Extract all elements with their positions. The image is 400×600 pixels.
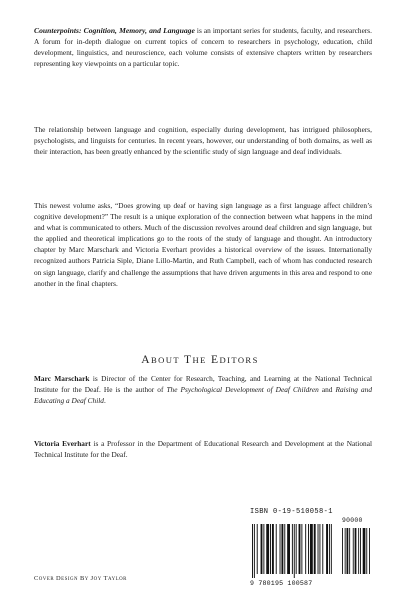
barcode-bar <box>280 524 281 574</box>
barcode-bar <box>308 524 309 574</box>
barcode-bar <box>318 524 319 574</box>
barcode-bar <box>261 524 263 574</box>
barcode-bar <box>266 524 269 574</box>
editor-bio-everhart <box>34 438 372 460</box>
isbn-number: ISBN 0-19-510058-1 <box>250 508 333 516</box>
editor-name-everhart: Victoria Everhart <box>34 439 91 448</box>
editor-bio-marschark <box>34 373 372 406</box>
barcode-bar <box>263 524 264 574</box>
barcode-addon-bar <box>345 528 346 574</box>
book-title: Raising and Educating a Deaf Child <box>34 385 372 406</box>
barcode-addon-bar <box>355 528 357 574</box>
barcode-bar <box>301 524 302 574</box>
editor-bio-text: is a Professor in the Department of Educational Research and Development at the National Technical Institute for the Deaf. <box>34 439 372 460</box>
barcode-bar <box>254 524 255 578</box>
barcode-addon-bar <box>342 528 343 574</box>
barcode-bar <box>314 524 316 574</box>
ean-number: 9 780195 100587 <box>250 580 313 587</box>
series-title: Counterpoints: Cognition, Memory, and Language <box>34 26 195 35</box>
barcode-bar <box>294 524 295 578</box>
barcode-addon-bar <box>347 528 349 574</box>
series-description-text: is an important series for students, faculty, and researchers. A forum for in-depth dialogue on current topics of concern to researchers in psychology, education, child development, linguistics, and neuroscience, each volume consists of extensive chapters written by researchers representing key viewpoints on a particular topic. <box>34 26 373 69</box>
about-editors-heading <box>0 354 400 366</box>
barcode-bar <box>329 524 330 574</box>
isbn-barcode <box>250 508 372 588</box>
cover-design-credit-render: COVER DESIGN BY JOY TAYLOR <box>34 575 127 582</box>
barcode-bar <box>319 524 320 574</box>
volume-summary-paragraph: This newest volume asks, “Does growing up deaf or having sign language as a first language affect children’s cognitive development?” The result is a unique exploration of the connection between what happens in the mind and what is communicated to others. Much of the discussion revolves around deaf children and sign language, but the applied and theoretical implications go to the roots of the study of language and thought. An introductory chapter by Marc Marschark and Victoria Everhart provides a historical overview of the issues. Internationally recognized authors Patricia Siple, Diane Lillo-Martin, and Ruth Campbell, each of whom has conducted research on sign language, clarify and challenge the assumptions that have driven arguments in this area and respond to one another in the final chapters. <box>34 201 372 288</box>
barcode-bar <box>257 524 258 574</box>
barcode-bars <box>250 524 372 580</box>
barcode-bar <box>296 524 297 574</box>
cover-design-credit <box>34 575 127 582</box>
barcode-bar <box>272 524 274 574</box>
barcode-bar <box>331 524 332 574</box>
barcode-bar <box>270 524 271 574</box>
editor-bio-text: is Director of the Center for Research, Teaching, and Learning at the National Technical Institute for the Deaf. He is the author of <box>34 374 373 395</box>
barcode-addon-bar <box>353 528 354 574</box>
conjunction-text: and <box>318 385 336 395</box>
barcode-bar <box>276 524 277 574</box>
about-editors-heading-render: ABOUT THE EDITORS <box>141 354 259 366</box>
series-description <box>34 25 372 69</box>
barcode-bar <box>299 524 301 574</box>
barcode-bar <box>284 524 285 574</box>
barcode-addon-bar <box>360 528 361 574</box>
barcode-addon-bar <box>349 528 350 574</box>
language-cognition-paragraph: The relationship between language and cognition, especially during development, has intrigued philosophers, psychologists, and linguists for centuries. In recent years, however, our understanding of both domains, as well as their interaction, has been greatly enhanced by the scientific study of sign language and deaf individuals. <box>34 125 372 157</box>
book-title: The Psychological Development of Deaf Children <box>166 385 319 395</box>
barcode-bar <box>310 524 313 574</box>
barcode-bar <box>322 524 323 574</box>
period-text: . <box>103 396 106 406</box>
barcode-bar <box>326 524 328 574</box>
barcode-bar <box>305 524 306 574</box>
price-addon-number: 90000 <box>342 517 363 524</box>
barcode-bar <box>292 524 293 574</box>
barcode-addon-bar <box>369 528 370 574</box>
barcode-bar <box>281 524 283 574</box>
editor-name-marschark: Marc Marschark <box>34 374 90 383</box>
barcode-addon-bar <box>366 528 367 574</box>
barcode-addon-bar <box>363 528 366 574</box>
barcode-bar <box>287 524 290 574</box>
barcode-bar <box>252 524 253 578</box>
barcode-addon-bar <box>358 528 359 574</box>
